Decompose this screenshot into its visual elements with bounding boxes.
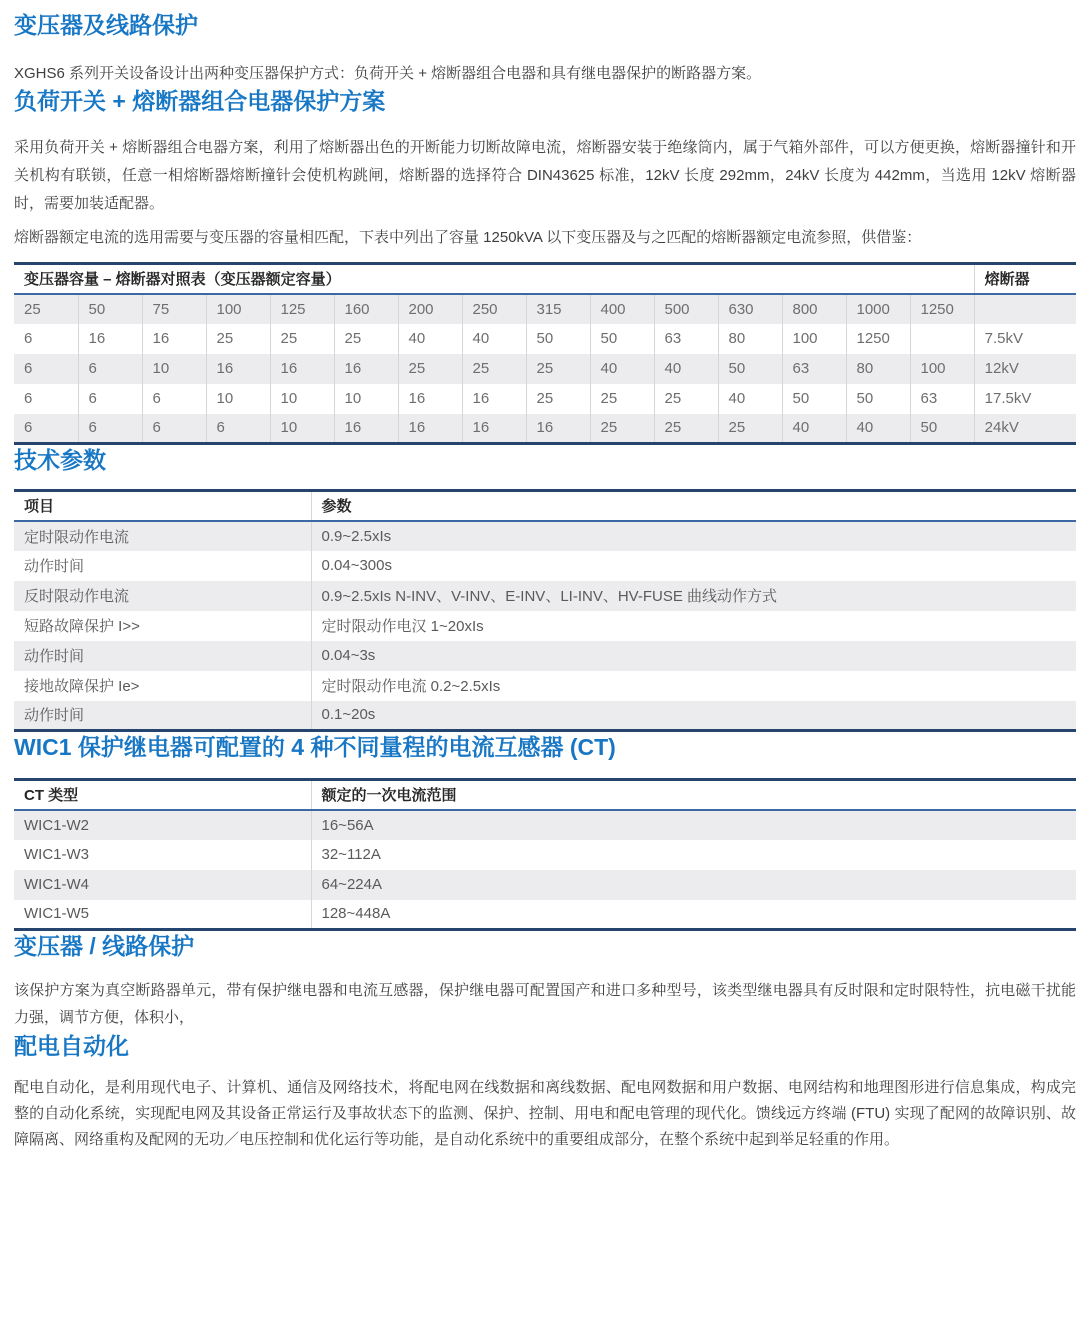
table-cell: 16 (334, 354, 398, 384)
table-cell: 25 (462, 354, 526, 384)
distribution-automation-paragraph: 配电自动化，是利用现代电子、计算机、通信及网络技术，将配电网在线数据和离线数据、配电网数据和用户数据、电网结构和地理图形进行信息集成，构成完整的自动化系统，实现配电网及其设备正常运行及事故状态下的监测、保护、控制、用电和配电管理的现代化。馈线远方终端 (FTU) 实现了配网的故障识别、故障隔离、网络重构及配网的无功／电压控制和优化运行等功能，是自动化系统中的重要组成部分，在整个系统中起到举足轻重的作用。 (14, 1079, 1076, 1148)
table-cell: 16 (398, 384, 462, 414)
table-row (14, 551, 1076, 581)
param-name-cell: 短路故障保护 I>> (24, 618, 140, 635)
fuse-rating-cell: 24kV (974, 414, 1076, 444)
table-cell: 125 (270, 294, 334, 324)
param-name-cell: 动作时间 (24, 707, 85, 725)
ct-range-cell: 128~448A (311, 900, 1076, 930)
fuse-rating-cell: 7.5kV (974, 324, 1076, 354)
fuse-scheme-paragraph-1: 采用负荷开关 + 熔断器组合电器方案，利用了熔断器出色的开断能力切断故障电流，熔断器安装于绝缘筒内，属于气箱外部件，可以方便更换，熔断器撞针和开关机构有联锁，任意一相熔断器熔断撞针会使机构跳闸，熔断器的选择符合 DIN43625 标准，12kV 长度 292mm，24kV 长度为 442mm，当选用 12kV 熔断器时，需要加装适配器。 (14, 139, 1076, 212)
title-technical-parameters: 技术参数 (14, 447, 106, 473)
table-row (14, 611, 1076, 641)
table-cell: 10 (270, 384, 334, 414)
table-cell: 75 (142, 294, 206, 324)
breaker-scheme-paragraph: 该保护方案为真空断路器单元，带有保护继电器和电流互感器，保护继电器可配置国产和进口多种型号，该类型继电器具有反时限和定时限特性，抗电磁干扰能力强，调节方便，体积小， (14, 982, 1076, 1026)
column-header-item: 项目 (14, 491, 311, 521)
table-cell: 6 (78, 354, 142, 384)
fuse-rating-cell: 12kV (974, 354, 1076, 384)
table-cell: 50 (718, 354, 782, 384)
table-cell: 6 (78, 384, 142, 414)
fuse-rating-cell: 17.5kV (974, 384, 1076, 414)
table-cell: 25 (526, 354, 590, 384)
table-cell: 25 (334, 324, 398, 354)
table-cell: 16 (78, 324, 142, 354)
table-cell: 40 (590, 354, 654, 384)
param-name-cell: 接地故障保护 Ie> (24, 678, 140, 695)
table-cell: 16 (526, 414, 590, 444)
param-name-cell: 反时限动作电流 (24, 588, 130, 605)
param-value-cell: 0.04~3s (311, 641, 1076, 671)
table-row (14, 701, 1076, 731)
ct-table (14, 778, 1076, 931)
table-cell: 50 (526, 324, 590, 354)
table-row (14, 870, 1076, 900)
table-cell: 400 (590, 294, 654, 324)
table-cell: 50 (590, 324, 654, 354)
table-cell: 25 (654, 384, 718, 414)
table-cell: 500 (654, 294, 718, 324)
table-row (14, 900, 1076, 930)
table-cell: 25 (654, 414, 718, 444)
table-cell: 63 (910, 384, 974, 414)
table-cell: 50 (78, 294, 142, 324)
table-row (14, 294, 1076, 324)
table-cell: 63 (782, 354, 846, 384)
table-cell: 25 (718, 414, 782, 444)
ct-table-header-row (14, 780, 1076, 810)
ct-range-cell: 16~56A (311, 810, 1076, 840)
fuse-table (14, 262, 1076, 445)
title-fuse-combination-scheme: 负荷开关 + 熔断器组合电器保护方案 (14, 88, 386, 114)
table-cell: 25 (24, 300, 41, 318)
table-cell: 250 (462, 294, 526, 324)
table-cell: 10 (334, 384, 398, 414)
table-cell: 1000 (846, 294, 910, 324)
table-cell: 25 (590, 384, 654, 414)
table-cell: 16 (334, 414, 398, 444)
table-row (14, 641, 1076, 671)
table-cell: 25 (526, 384, 590, 414)
fuse-column-header-cell: 熔断器 (974, 264, 1076, 294)
column-header-parameter: 参数 (311, 491, 1076, 521)
table-cell: 6 (142, 414, 206, 444)
table-row (14, 384, 1076, 414)
table-cell: 800 (782, 294, 846, 324)
table-cell: 16 (462, 384, 526, 414)
table-row (14, 354, 1076, 384)
fuse-rating-cell (974, 294, 1076, 324)
table-cell: 1250 (910, 294, 974, 324)
param-value-cell: 0.9~2.5xIs N-INV、V-INV、E-INV、LI-INV、HV-FUSE 曲线动作方式 (311, 581, 1076, 611)
title-transformer-line-protection: 变压器及线路保护 (14, 12, 198, 38)
param-name-cell: 动作时间 (24, 648, 85, 665)
table-cell: 10 (206, 384, 270, 414)
table-cell: 315 (526, 294, 590, 324)
fuse-scheme-paragraph-2: 熔断器额定电流的选用需要与变压器的容量相匹配，下表中列出了容量 1250kVA 以下变压器及与之匹配的熔断器额定电流参照，供借鉴： (14, 229, 922, 246)
title-distribution-automation: 配电自动化 (14, 1033, 129, 1059)
table-cell: 100 (782, 324, 846, 354)
table-cell: 200 (398, 294, 462, 324)
tech-table-header-row (14, 491, 1076, 521)
table-row (14, 840, 1076, 870)
table-cell: 630 (718, 294, 782, 324)
table-row (14, 810, 1076, 840)
intro-paragraph: XGHS6 系列开关设备设计出两种变压器保护方式：负荷开关 + 熔断器组合电器和具有继电器保护的断路器方案。 (14, 65, 762, 82)
table-cell: 40 (846, 414, 910, 444)
table-row (14, 521, 1076, 551)
fuse-table-title-cell: 变压器容量 – 熔断器对照表（变压器额定容量） (14, 264, 974, 294)
title-transformer-line-protection-2: 变压器 / 线路保护 (14, 933, 195, 959)
table-cell: 50 (846, 384, 910, 414)
table-cell: 25 (398, 354, 462, 384)
param-value-cell: 定时限动作电汉 1~20xIs (311, 611, 1076, 641)
table-row (14, 414, 1076, 444)
fuse-table-header-row (14, 264, 1076, 294)
table-cell: 6 (78, 414, 142, 444)
param-value-cell: 0.04~300s (311, 551, 1076, 581)
table-cell: 80 (846, 354, 910, 384)
table-cell: 160 (334, 294, 398, 324)
table-cell: 40 (654, 354, 718, 384)
table-cell: 40 (398, 324, 462, 354)
table-cell: 6 (24, 330, 33, 347)
title-wic1-ct-options: WIC1 保护继电器可配置的 4 种不同量程的电流互感器 (CT) (14, 734, 616, 760)
table-cell: 40 (462, 324, 526, 354)
table-cell: 6 (24, 390, 33, 407)
table-cell: 16 (206, 354, 270, 384)
param-name-cell: 定时限动作电流 (24, 528, 130, 546)
param-name-cell: 动作时间 (24, 558, 85, 575)
table-cell: 100 (206, 294, 270, 324)
table-row (14, 671, 1076, 701)
table-cell: 6 (206, 414, 270, 444)
table-cell: 1250 (846, 324, 910, 354)
table-cell: 40 (782, 414, 846, 444)
table-cell: 16 (398, 414, 462, 444)
column-header-current-range: 额定的一次电流范围 (311, 780, 1076, 810)
ct-type-cell: WIC1-W3 (24, 846, 89, 863)
param-value-cell: 定时限动作电流 0.2~2.5xIs (311, 671, 1076, 701)
table-row (14, 324, 1076, 354)
table-cell: 25 (206, 324, 270, 354)
table-cell: 80 (718, 324, 782, 354)
technical-parameters-table (14, 489, 1076, 732)
column-header-ct-type: CT 类型 (14, 780, 311, 810)
table-cell (910, 324, 974, 354)
table-cell: 63 (654, 324, 718, 354)
param-value-cell: 0.1~20s (311, 701, 1076, 731)
table-cell: 50 (782, 384, 846, 414)
table-cell: 40 (718, 384, 782, 414)
table-row (14, 581, 1076, 611)
table-cell: 25 (590, 414, 654, 444)
table-cell: 16 (270, 354, 334, 384)
param-value-cell: 0.9~2.5xIs (311, 521, 1076, 551)
table-cell: 50 (910, 414, 974, 444)
ct-type-cell: WIC1-W2 (24, 816, 89, 834)
table-cell: 16 (142, 324, 206, 354)
ct-type-cell: WIC1-W4 (24, 876, 89, 893)
table-cell: 6 (142, 384, 206, 414)
table-cell: 10 (142, 354, 206, 384)
table-cell: 6 (24, 360, 33, 377)
table-cell: 100 (910, 354, 974, 384)
table-cell: 25 (270, 324, 334, 354)
table-cell: 10 (270, 414, 334, 444)
ct-type-cell: WIC1-W5 (24, 905, 89, 923)
table-cell: 6 (24, 419, 33, 437)
table-cell: 16 (462, 414, 526, 444)
ct-range-cell: 32~112A (311, 840, 1076, 870)
ct-range-cell: 64~224A (311, 870, 1076, 900)
